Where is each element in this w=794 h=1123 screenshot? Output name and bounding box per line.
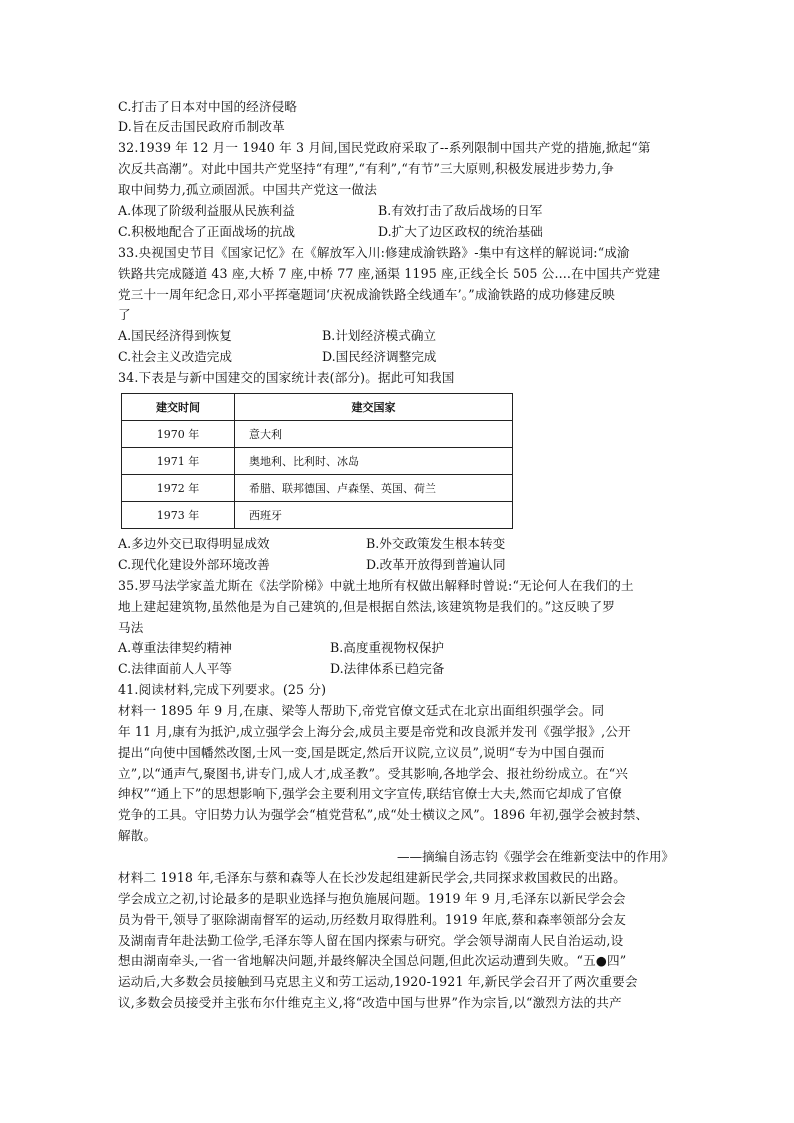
diplomatic-relations-table bbox=[121, 393, 513, 529]
material-two-line: 议,多数会员接受并主张布尔什维克主义,将“改造中国与世界”作为宗旨,以“激烈方法的共产 bbox=[118, 995, 622, 1010]
q32-option-d: D.扩大了边区政权的统治基础 bbox=[378, 224, 543, 239]
q33-option-a: A.国民经济得到恢复 bbox=[118, 328, 232, 343]
material-one-line: 立”,以“通声气,聚图书,讲专门,成人才,成圣教”。受其影响,各地学会、报社纷纷成立。在“兴 bbox=[118, 766, 629, 781]
q32-option-a: A.体现了阶级利益服从民族利益 bbox=[118, 203, 295, 218]
cell-year: 1970 年 bbox=[122, 421, 235, 448]
q34-option-d: D.改革开放得到普遍认同 bbox=[366, 557, 506, 572]
cell-year: 1971 年 bbox=[122, 448, 235, 475]
cell-countries: 奥地利、比利时、冰岛 bbox=[235, 448, 513, 475]
material-two-line: 学会成立之初,讨论最多的是职业选择与抱负施展问题。1919 年 9 月,毛泽东以新民学会会 bbox=[118, 891, 626, 906]
q33-option-c: C.社会主义改造完成 bbox=[118, 349, 232, 364]
q32-stem-line: 取中间势力,孤立顽固派。中国共产党这一做法 bbox=[118, 182, 378, 197]
q41-heading: 41.阅读材料,完成下列要求。(25 分) bbox=[118, 682, 327, 697]
q31-option-d: D.旨在反击国民政府币制改革 bbox=[118, 119, 285, 134]
table-row bbox=[122, 448, 513, 475]
q34-option-c: C.现代化建设外部环境改善 bbox=[118, 557, 270, 572]
material-one-line: 提出“向使中国幡然改图,士风一变,国是既定,然后开议院,立议员”,说明“专为中国自强而 bbox=[118, 745, 605, 760]
q35-stem-line: 马法 bbox=[118, 620, 144, 635]
header-time: 建交时间 bbox=[122, 394, 235, 421]
q35-option-d: D.法律体系已趋完备 bbox=[330, 661, 445, 676]
material-one-line: 解散。 bbox=[118, 828, 157, 843]
q32-stem-line: 32.1939 年 12 月一 1940 年 3 月间,国民党政府采取了--系列限制中国共产党的措施,掀起“第 bbox=[118, 140, 651, 155]
q33-stem-line: 铁路共完成隧道 43 座,大桥 7 座,中桥 77 座,涵渠 1195 座,正线全长 505 公....在中国共产党建 bbox=[118, 266, 661, 281]
material-two-line: 想由湖南牵头,一省一省地解决问题,并最终解决全国总问题,但此次运动遭到失败。“五●四” bbox=[118, 953, 627, 968]
table-row bbox=[122, 502, 513, 529]
q33-option-b: B.计划经济模式确立 bbox=[322, 328, 437, 343]
q33-stem-line: 党三十一周年纪念日,邓小平挥毫题词‘庆祝成渝铁路全线通车’。”成渝铁路的成功修建反映 bbox=[118, 287, 616, 302]
q32-option-b: B.有效打击了敌后战场的日军 bbox=[378, 203, 543, 218]
table-row bbox=[122, 475, 513, 502]
table-row bbox=[122, 421, 513, 448]
material-two-line: 员为骨干,领导了驱除湖南督军的运动,历经数月取得胜利。1919 年底,蔡和森率领部分会友 bbox=[118, 912, 627, 927]
q35-option-a: A.尊重法律契约精神 bbox=[118, 640, 232, 655]
material-two-line: 及湖南青年赴法勤工俭学,毛泽东等人留在国内探索与研究。学会领导湖南人民自治运动,设 bbox=[118, 933, 624, 948]
material-one-line: 年 11 月,康有为抵沪,成立强学会上海分会,成员主要是帝党和改良派并发刊《强学报》,公开 bbox=[118, 724, 631, 739]
q33-stem-line: 了 bbox=[118, 307, 131, 322]
material-one-source: ——摘编自汤志钧《强学会在维新变法中的作用》 bbox=[396, 849, 674, 864]
q33-stem-line: 33.央视国史节目《国家记忆》在《解放军入川:修建成渝铁路》-集中有这样的解说词:“成渝 bbox=[118, 245, 630, 260]
cell-year: 1973 年 bbox=[122, 502, 235, 529]
q33-option-d: D.国民经济调整完成 bbox=[322, 349, 437, 364]
q32-stem-line: 次反共高潮”。对此中国共产党坚持“有理”,“有利”,“有节”三大原则,积极发展进步势力,争 bbox=[118, 161, 615, 176]
material-one-line: 材料一 1895 年 9 月,在康、梁等人帮助下,帝党官僚文廷式在北京出面组织强学会。同 bbox=[118, 703, 605, 718]
material-two-line: 材料二 1918 年,毛泽东与蔡和森等人在长沙发起组建新民学会,共同探求救国救民的出路。 bbox=[118, 870, 627, 885]
cell-countries: 希腊、联邦德国、卢森堡、英国、荷兰 bbox=[235, 475, 513, 502]
q31-option-c: C.打击了日本对中国的经济侵略 bbox=[118, 99, 298, 114]
q35-option-b: B.高度重视物权保护 bbox=[330, 640, 445, 655]
table-header-row bbox=[122, 394, 513, 421]
q35-stem-line: 地上建起建筑物,虽然他是为自己建筑的,但是根据自然法,该建筑物是我们的。”这反映了罗 bbox=[118, 599, 616, 614]
cell-year: 1972 年 bbox=[122, 475, 235, 502]
header-country: 建交国家 bbox=[235, 394, 513, 421]
material-one-line: 绅权”“通上下”的思想影响下,强学会主要利用文字宣传,联结官僚士大夫,然而它却成了官僚 bbox=[118, 786, 622, 801]
q32-option-c: C.积极地配合了正面战场的抗战 bbox=[118, 224, 295, 239]
cell-countries: 西班牙 bbox=[235, 502, 513, 529]
material-one-line: 党争的工具。守旧势力认为强学会“植党营私”,成“处士横议之风”。1896 年初,强学会被封禁、 bbox=[118, 807, 649, 822]
q34-option-a: A.多边外交已取得明显成效 bbox=[118, 536, 270, 551]
q34-stem-line: 34.下表是与新中国建交的国家统计表(部分)。据此可知我国 bbox=[118, 370, 455, 385]
cell-countries: 意大利 bbox=[235, 421, 513, 448]
material-two-line: 运动后,大多数会员接触到马克思主义和劳工运动,1920-1921 年,新民学会召开了两次重要会 bbox=[118, 974, 638, 989]
q35-stem-line: 35.罗马法学家盖尤斯在《法学阶梯》中就土地所有权做出解释时曾说:“无论何人在我们的土 bbox=[118, 578, 634, 593]
q35-option-c: C.法律面前人人平等 bbox=[118, 661, 232, 676]
q34-option-b: B.外交政策发生根本转变 bbox=[366, 536, 506, 551]
